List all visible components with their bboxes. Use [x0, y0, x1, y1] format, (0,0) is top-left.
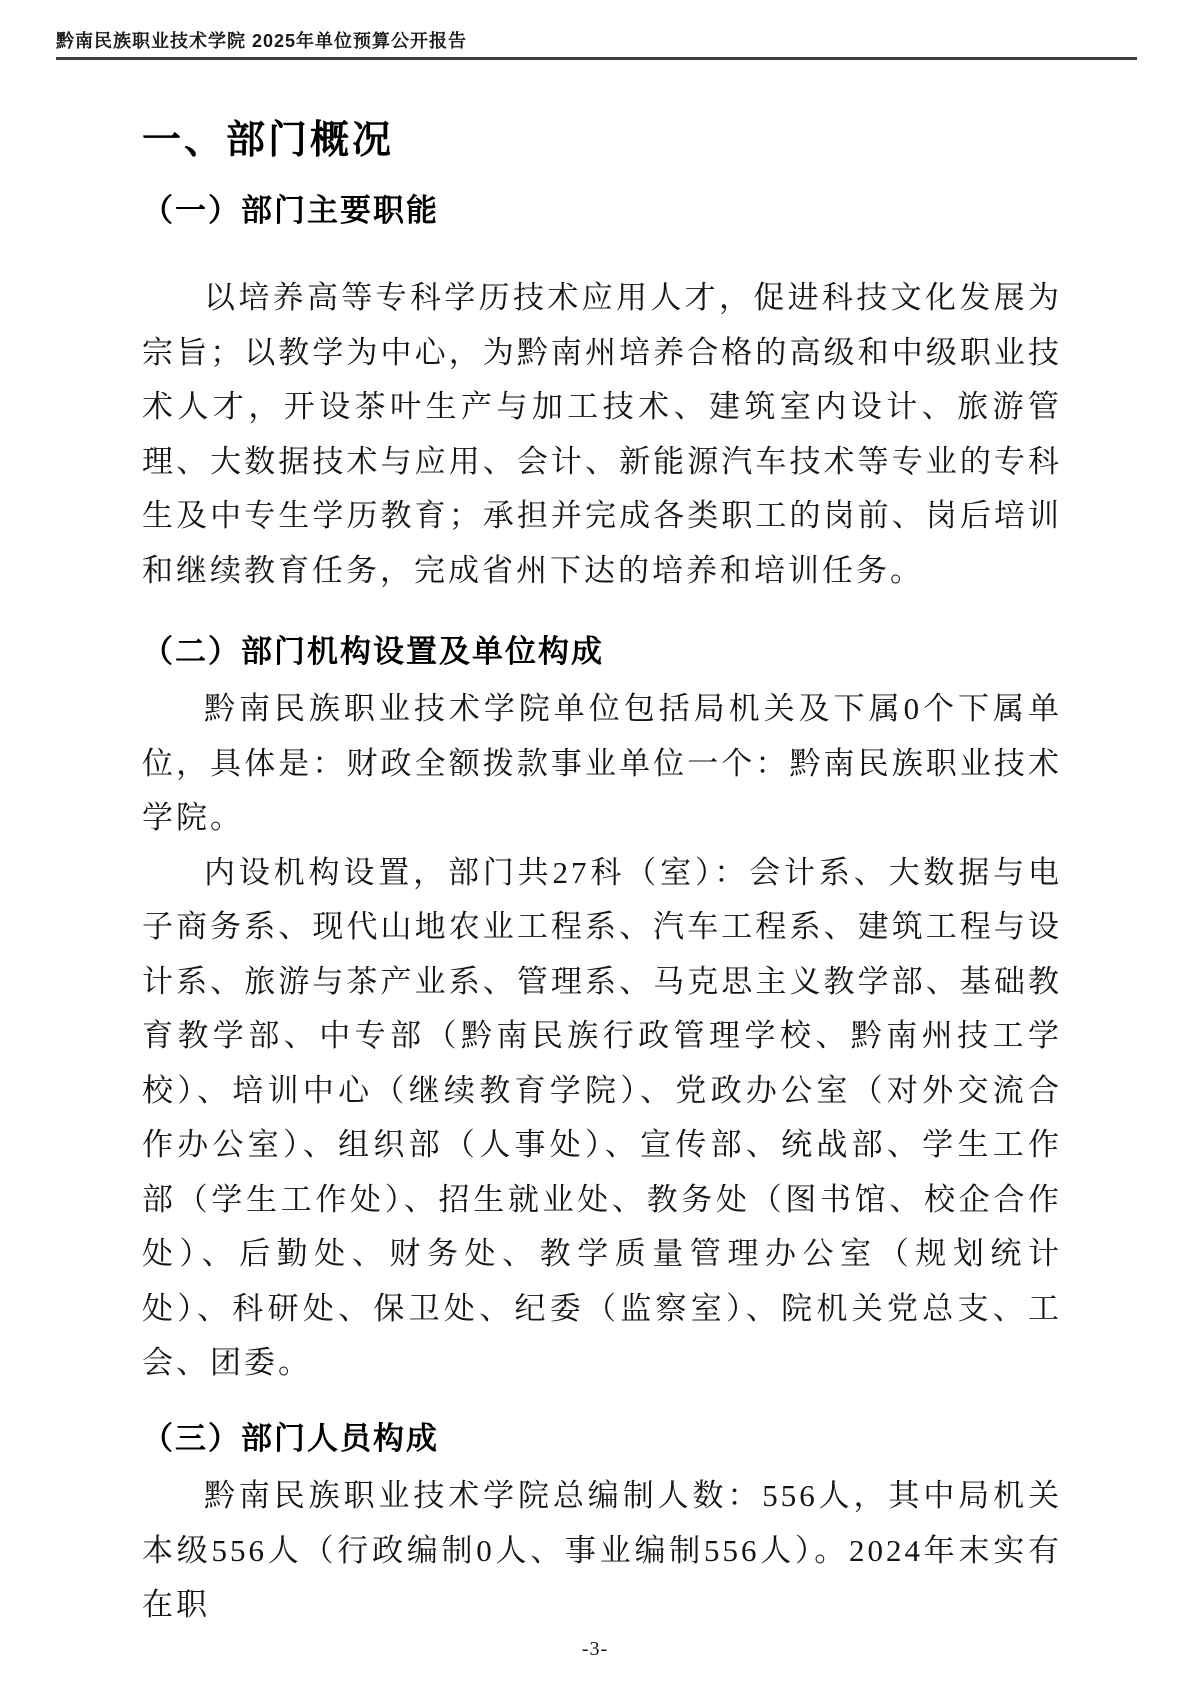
header-rule: [56, 57, 1137, 60]
page-number: -3-: [581, 1638, 609, 1660]
page-header-title: 黔南民族职业技术学院 2025年单位预算公开报告: [56, 31, 468, 51]
section-2-paragraph-1: 黔南民族职业技术学院单位包括局机关及下属0个下属单位，具体是：财政全额拨款事业单位一个：黔南民族职业技术学院。: [142, 691, 1062, 836]
document-body: [142, 118, 1062, 1633]
section-3-heading: （三）部门人员构成: [142, 1420, 439, 1456]
section-1-paragraph-1: 以培养高等专科学历技术应用人才，促进科技文化发展为宗旨；以教学为中心，为黔南州培养合格的高级和中级职业技术人才，开设茶叶生产与加工技术、建筑室内设计、旅游管理、大数据技术与应用、会计、新能源汽车技术等专业的专科生及中专生学历教育；承担并完成各类职工的岗前、岗后培训和继续教育任务，完成省州下达的培养和培训任务。: [142, 280, 1062, 588]
section-1-heading: （一）部门主要职能: [142, 192, 439, 228]
section-3-paragraph-1: 黔南民族职业技术学院总编制人数：556人，其中局机关本级556人（行政编制0人、事业编制556人）。2024年末实有在职: [142, 1478, 1062, 1623]
section-2-paragraph-2: 内设机构设置，部门共27科（室）：会计系、大数据与电子商务系、现代山地农业工程系、汽车工程系、建筑工程与设计系、旅游与茶产业系、管理系、马克思主义教学部、基础教育教学部、中专部（黔南民族行政管理学校、黔南州技工学校）、培训中心（继续教育学院）、党政办公室（对外交流合作办公室）、组织部（人事处）、宣传部、统战部、学生工作部（学生工作处）、招生就业处、教务处（图书馆、校企合作处）、后勤处、财务处、教学质量管理办公室（规划统计处）、科研处、保卫处、纪委（监察室）、院机关党总支、工会、团委。: [142, 854, 1062, 1381]
section-2-heading: （二）部门机构设置及单位构成: [142, 634, 604, 670]
chapter-title: 一、部门概况: [142, 119, 395, 162]
